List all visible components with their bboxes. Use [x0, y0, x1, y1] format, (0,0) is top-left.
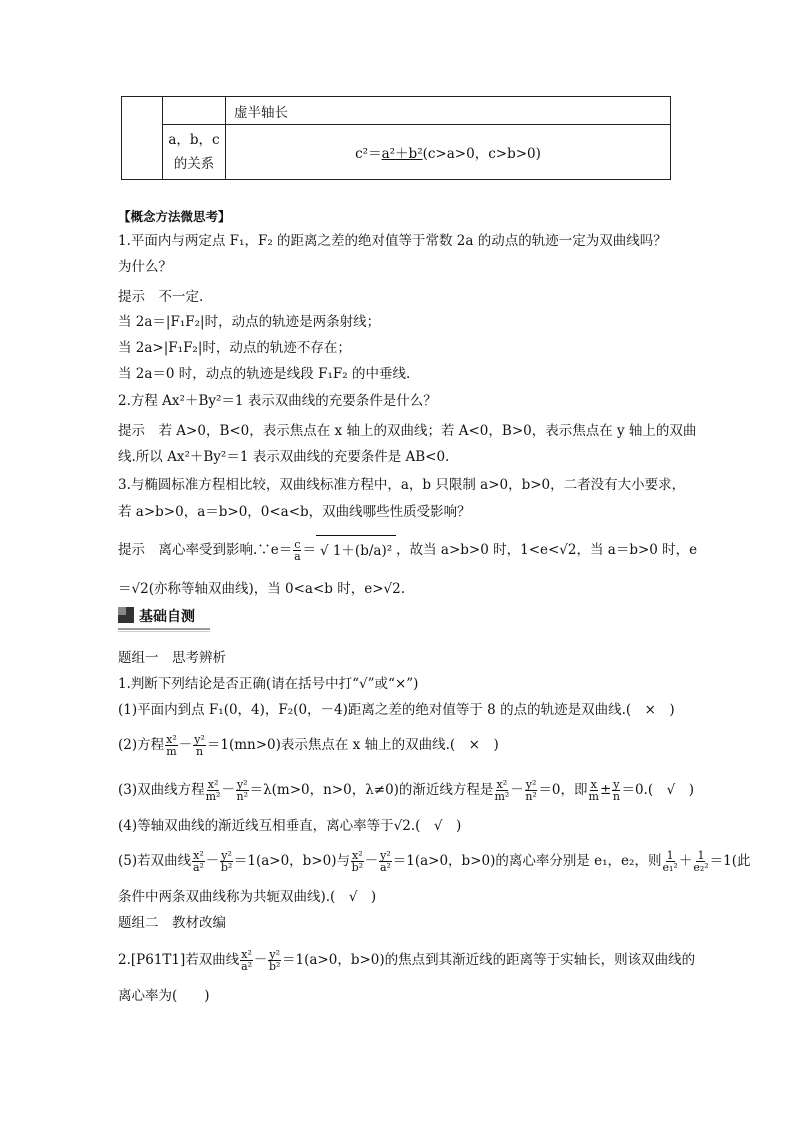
item-text: ＝1(a>0，b>0)的离心率分别是 e₁，e₂，则	[392, 853, 662, 869]
table-cell-empty	[122, 97, 163, 180]
question-2: 2.方程 Ax²＋By²＝1 表示双曲线的充要条件是什么？	[118, 393, 437, 409]
item-text: ＝λ(m>0，n>0，λ≠0)的渐近线方程是	[249, 782, 494, 798]
relation-text: (c>a>0，c>b>0)	[422, 146, 541, 162]
item-text: (2)方程	[118, 737, 165, 753]
table-cell-relation	[226, 125, 671, 180]
answer-1-line4: 当 2a＝0 时，动点的轨迹是线段 F₁F₂ 的中垂线.	[118, 366, 411, 382]
judge-item-2: (2)方程 $\frac{\text{x²}}{m}$ － $\frac{\text{y²}}{n}$ ＝1(mn>0)表示焦点在 x 轴上的双曲线.( × )	[118, 733, 499, 758]
question-text: 2.[P61T1]若双曲线	[118, 952, 240, 968]
sqrt-expression: √ 1＋(b/a)²	[316, 535, 396, 566]
properties-table	[121, 96, 671, 180]
answer-1-line3: 当 2a>|F₁F₂|时，动点的轨迹不存在；	[118, 340, 351, 356]
question-text: ＝1(a>0，b>0)的焦点到其渐近线的距离等于实轴长，则该双曲线的	[282, 952, 696, 968]
row-label: 虚半轴长	[234, 104, 288, 121]
answer-text: ，故当 a>b>0 时，1<e<√2，当 a＝b>0 时，e	[396, 542, 698, 558]
divider	[118, 628, 210, 630]
table-cell-imaginary-semi-axis	[226, 97, 671, 125]
section-title: 基础自测	[139, 609, 195, 625]
item-text: ＝0，即	[538, 782, 588, 798]
question-3-line1: 3.与椭圆标准方程相比较，双曲线标准方程中，a，b 只限制 a>0，b>0，二者没有大小要求，	[118, 477, 686, 493]
group-1-heading: 题组一 思考辨析	[118, 650, 226, 666]
item-text: ＝1(此	[709, 853, 751, 869]
row-label: a，b，c	[168, 132, 220, 148]
group-2-heading: 题组二 教材改编	[118, 915, 226, 931]
answer-1-line2: 当 2a＝|F₁F₂|时，动点的轨迹是两条射线；	[118, 314, 381, 330]
question-3-line2: 若 a>b>0，a＝b>0，0<a<b，双曲线哪些性质受影响？	[118, 504, 471, 520]
table-cell-empty	[163, 97, 226, 125]
item-text: (5)若双曲线	[118, 853, 192, 869]
judge-item-4: (4)等轴双曲线的渐近线互相垂直，离心率等于√2.( √ )	[118, 818, 462, 834]
answer-1-line1: 提示 不一定.	[118, 289, 204, 305]
divider	[118, 631, 210, 632]
section-header-basic	[118, 604, 210, 628]
table-cell-abc-label	[163, 125, 226, 180]
answer-3-line2: ＝√2(亦称等轴双曲线)，当 0<a<b 时，e>√2.	[118, 581, 405, 597]
answer-3-line1: 提示 离心率受到影响.∵e＝ $\frac{c}{a}$ ＝ √ 1＋(b/a)² ，故当 a>b>0 时，1<e<√2，当 a＝b>0 时，e	[118, 535, 697, 566]
question-1-line1: 1.平面内与两定点 F₁，F₂ 的距离之差的绝对值等于常数 2a 的动点的轨迹一定为双曲线吗？	[118, 233, 667, 249]
question-2-line2: 离心率为( )	[118, 988, 210, 1004]
answer-2-line2: 线.所以 Ax²＋By²＝1 表示双曲线的充要条件是 AB<0.	[118, 449, 450, 465]
item-text: (3)双曲线方程	[118, 782, 205, 798]
judge-item-5-line2: 条件中两条双曲线称为共轭双曲线).( √ )	[118, 889, 377, 905]
question-2-line1: 2.[P61T1]若双曲线 $\frac{\text{x²}}{\text{a²}}$ － $\frac{\text{y²}}{\text{b²}}$ ＝1(a>0，b>0)的焦点到其渐近线的距离等于实轴长，则该双曲线的	[118, 948, 696, 973]
judge-item-5: (5)若双曲线 $\frac{\text{x²}}{\text{a²}}$ － $\frac{\text{y²}}{\text{b²}}$ ＝1(a>0，b>0)与 $\frac{\text{x²}}{\text{b²}}$ － $\frac{\text{y²}}{\text{a²}}$ ＝1(a>0，b>0)的离心率分别是 e₁，e₂，则 $\frac{1}{\text{e₁²}}$ ＋ $\frac{1}{\text{e₂²}}$ ＝1(此	[118, 849, 751, 874]
judge-item-3: (3)双曲线方程 $\frac{\text{x²}}{\text{m²}}$ － $\frac{\text{y²}}{\text{n²}}$ ＝λ(m>0，n>0，λ≠0)的渐近线方程是 $\frac{\text{x²}}{\text{m²}}$ － $\frac{\text{y²}}{\text{n²}}$ ＝0，即 $\frac{x}{m}$ ± $\frac{y}{n}$ ＝0.( √ )	[118, 778, 694, 803]
item-text: ＝1(mn>0)表示焦点在 x 轴上的双曲线.( × )	[206, 737, 499, 753]
item-text: ＝1(a>0，b>0)与	[233, 853, 350, 869]
row-label: 的关系	[173, 156, 215, 172]
square-icon-highlight	[118, 607, 126, 615]
answer-text: 提示 离心率受到影响.∵e＝	[118, 542, 293, 558]
answer-2-line1: 提示 若 A>0，B<0，表示焦点在 x 轴上的双曲线；若 A<0，B>0，表示焦点在 y 轴上的双曲	[118, 423, 697, 439]
section-heading-think: 【概念方法微思考】	[118, 209, 231, 224]
relation-text: c²＝	[355, 146, 382, 162]
fraction-c-over-a: $\frac{c}{a}$	[294, 538, 301, 563]
question-1-line2: 为什么？	[118, 259, 172, 275]
relation-blank: a²＋b²	[381, 146, 423, 162]
question-1-intro: 1.判断下列结论是否正确(请在括号中打“√”或“×”)	[118, 676, 419, 692]
item-text: ＝0.( √ )	[621, 782, 694, 798]
judge-item-1: (1)平面内到点 F₁(0，4)，F₂(0，－4)距离之差的绝对值等于 8 的点的轨迹是双曲线.( × )	[118, 702, 675, 718]
